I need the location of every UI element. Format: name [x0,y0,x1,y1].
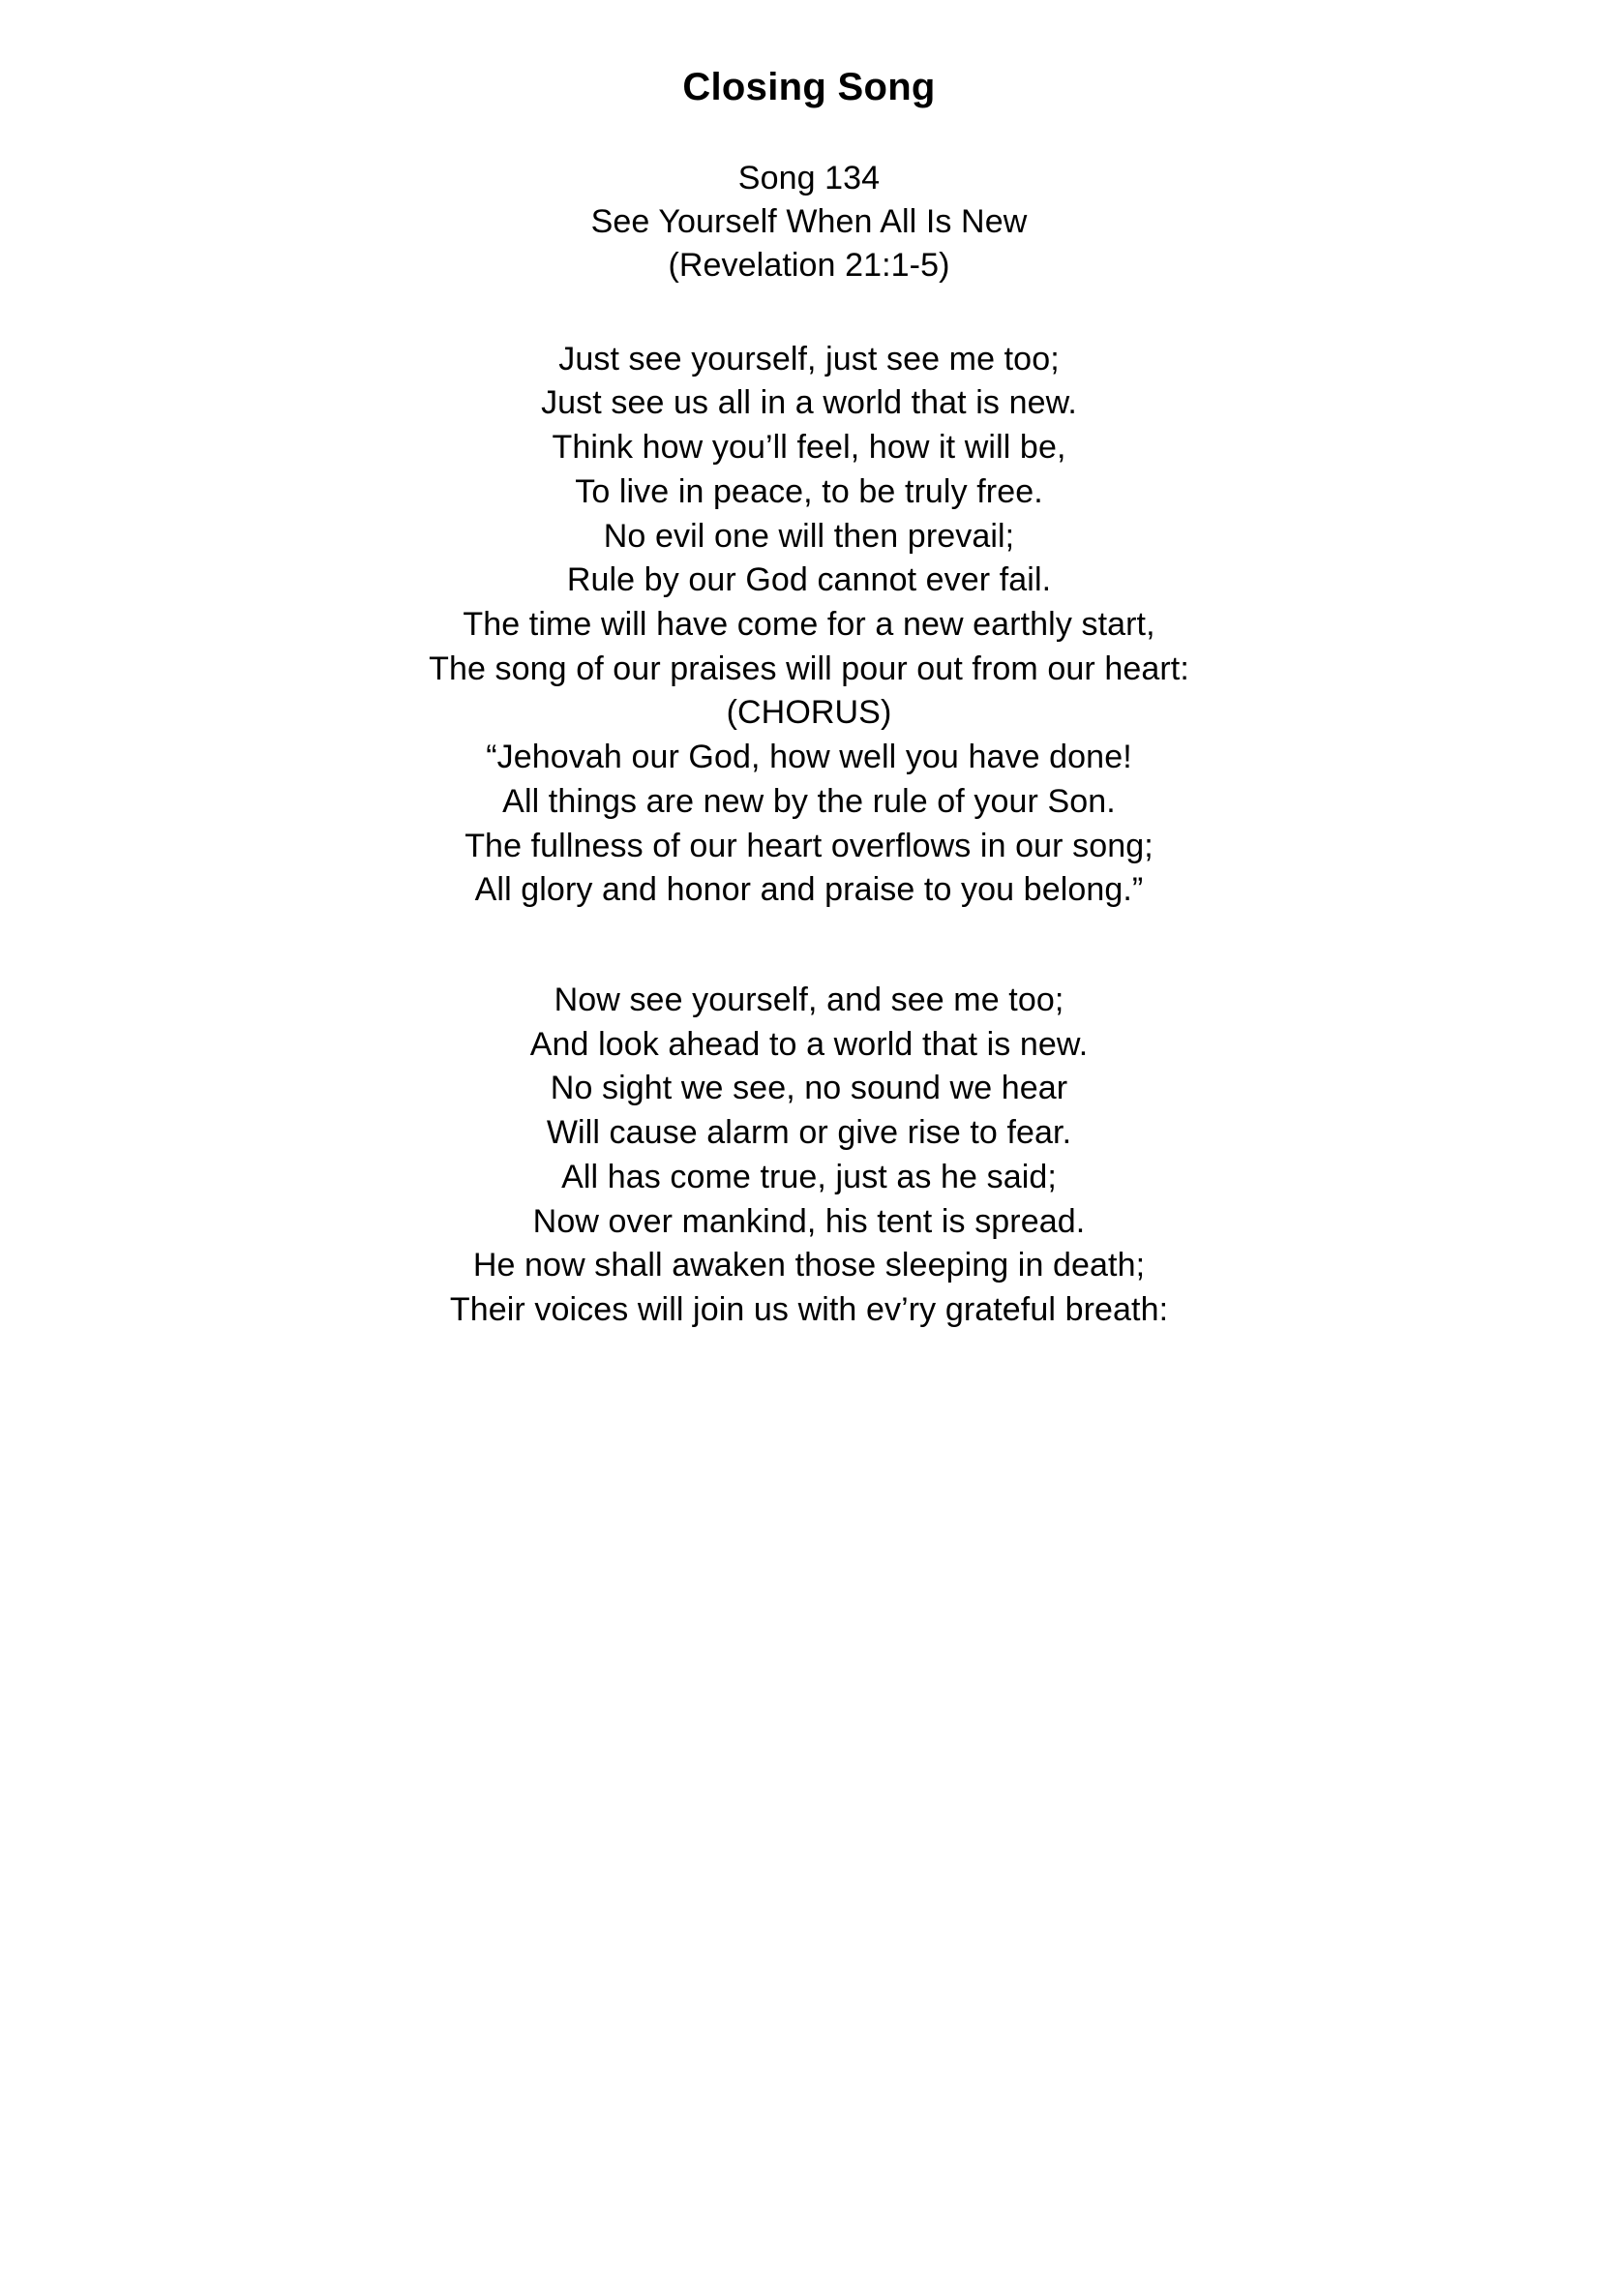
page-title: Closing Song [682,66,936,108]
song-number: Song 134 [737,160,881,196]
lyric-line: Now over mankind, his tent is spread. [532,1202,1086,1240]
lyric-line: The song of our praises will pour out from our heart: [429,650,1189,687]
lyric-line: Rule by our God cannot ever fail. [566,561,1052,599]
verse-one [116,338,1502,913]
lyric-line: He now shall awaken those sleeping in death; [472,1247,1146,1284]
lyric-line: Will cause alarm or give rise to fear. [546,1114,1072,1152]
lyric-line: The time will have come for a new earthly start, [463,605,1155,643]
lyric-line: Just see us all in a world that is new. [541,384,1077,422]
song-scripture-reference: (Revelation 21:1-5) [668,246,950,284]
lyric-line: Their voices will join us with ev’ry grateful breath: [449,1291,1169,1328]
lyric-line: Think how you’ll feel, how it will be, [552,429,1066,467]
lyric-line: All has come true, just as he said; [561,1158,1057,1195]
lyric-line: “Jehovah our God, how well you have done! [486,739,1132,776]
song-header [116,157,1502,287]
lyric-line: The fullness of our heart overflows in our song; [464,827,1154,864]
verse-two [116,979,1502,1333]
lyric-line: All things are new by the rule of your Son. [502,782,1116,820]
song-title: See Yourself When All Is New [590,202,1028,240]
lyric-line: To live in peace, to be truly free. [575,472,1043,510]
lyric-line: And look ahead to a world that is new. [529,1025,1089,1063]
lyric-line: All glory and honor and praise to you belong.” [474,871,1144,909]
lyric-line: Just see yourself, just see me too; [558,340,1060,378]
lyric-line: Now see yourself, and see me too; [554,981,1064,1018]
chorus-label: (CHORUS) [726,694,892,732]
lyric-line: No evil one will then prevail; [603,517,1015,555]
lyric-line: No sight we see, no sound we hear [550,1070,1068,1107]
